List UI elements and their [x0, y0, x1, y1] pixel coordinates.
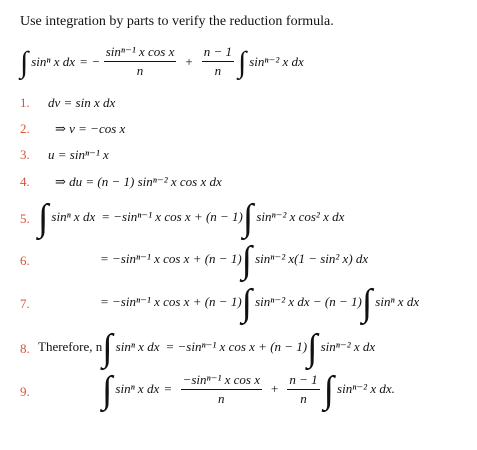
step-number: 2. [20, 121, 30, 136]
fraction-1 [104, 44, 177, 79]
equals-sign: = [164, 381, 172, 396]
step-9-lhs: sinⁿ x dx [115, 381, 160, 396]
reduction-formula [20, 44, 304, 79]
formula-lhs: sinⁿ x dx [31, 53, 76, 69]
step-7-rhs-part1: = −sinⁿ⁻¹ x cos x + (n − 1) [100, 294, 242, 309]
step-7-rhs-part3: sinⁿ x dx [375, 294, 420, 309]
integral-sign: ∫ [38, 197, 49, 239]
step-number: 9. [20, 384, 30, 399]
integral-sign: ∫ [20, 45, 29, 79]
step-number: 6. [20, 253, 30, 268]
step-8-prefix: Therefore, n [38, 339, 103, 354]
fraction-1-numerator: −sinⁿ⁻¹ x cos x [181, 372, 262, 390]
step-5-lhs: sinⁿ x dx [51, 209, 96, 224]
step-8-rhs-part2: sinⁿ⁻² x dx [320, 339, 376, 354]
integral-sign: ∫ [242, 197, 254, 239]
step-number: 8. [20, 341, 30, 356]
fraction-1-denominator: n [136, 63, 144, 78]
step-6 [100, 239, 369, 281]
step-5-rhs-part2: sinⁿ⁻² x cos² x dx [256, 209, 345, 224]
problem-prompt: Use integration by parts to verify the reduction formula. [20, 14, 334, 29]
fraction-2-denominator: n [300, 390, 307, 406]
step-4: ⇒ du = (n − 1) sinⁿ⁻² x cos x dx [55, 174, 222, 189]
fraction-2 [287, 372, 319, 407]
equals-sign: = [80, 53, 88, 69]
fraction-1-numerator: sinⁿ⁻¹ x cos x [104, 44, 177, 62]
step-7-rhs-part2: sinⁿ⁻² x dx − (n − 1) [255, 294, 362, 309]
integral-sign: ∫ [307, 327, 318, 369]
integral-sign: ∫ [361, 282, 373, 324]
step-1: dv = sin x dx [48, 95, 116, 110]
step-number: 3. [20, 147, 30, 162]
plus-sign: + [185, 53, 193, 69]
formula-rhs: sinⁿ⁻² x dx [249, 53, 304, 69]
step-8-rhs-part1: = −sinⁿ⁻¹ x cos x + (n − 1) [165, 339, 308, 354]
fraction-1 [181, 372, 262, 407]
step-8-lhs: sinⁿ x dx [115, 339, 160, 354]
integral-sign: ∫ [102, 369, 113, 411]
step-number: 7. [20, 296, 30, 311]
step-6-rhs-part2: sinⁿ⁻² x(1 − sin² x) dx [255, 251, 369, 266]
step-number: 1. [20, 95, 30, 110]
step-7 [100, 282, 420, 324]
step-number: 4. [20, 174, 30, 189]
step-number: 5. [20, 211, 30, 226]
step-9 [102, 369, 395, 411]
step-3: u = sinⁿ⁻¹ x [48, 147, 109, 162]
fraction-2 [202, 44, 234, 79]
integral-sign: ∫ [241, 282, 253, 324]
step-9-rhs: sinⁿ⁻² x dx. [337, 381, 395, 396]
fraction-2-numerator: n − 1 [202, 44, 234, 62]
fraction-1-denominator: n [218, 390, 225, 406]
negative-sign: − [92, 53, 100, 69]
integral-sign: ∫ [238, 45, 247, 79]
step-5 [38, 197, 345, 239]
fraction-2-denominator: n [214, 63, 222, 78]
step-2: ⇒ v = −cos x [55, 121, 126, 136]
step-6-rhs-part1: = −sinⁿ⁻¹ x cos x + (n − 1) [100, 251, 242, 266]
integral-sign: ∫ [102, 327, 113, 369]
fraction-2-numerator: n − 1 [287, 372, 319, 390]
plus-sign: + [271, 381, 279, 396]
step-5-rhs-part1: = −sinⁿ⁻¹ x cos x + (n − 1) [101, 209, 243, 224]
step-8 [38, 327, 376, 369]
integral-sign: ∫ [241, 239, 253, 281]
integral-sign: ∫ [323, 369, 335, 411]
